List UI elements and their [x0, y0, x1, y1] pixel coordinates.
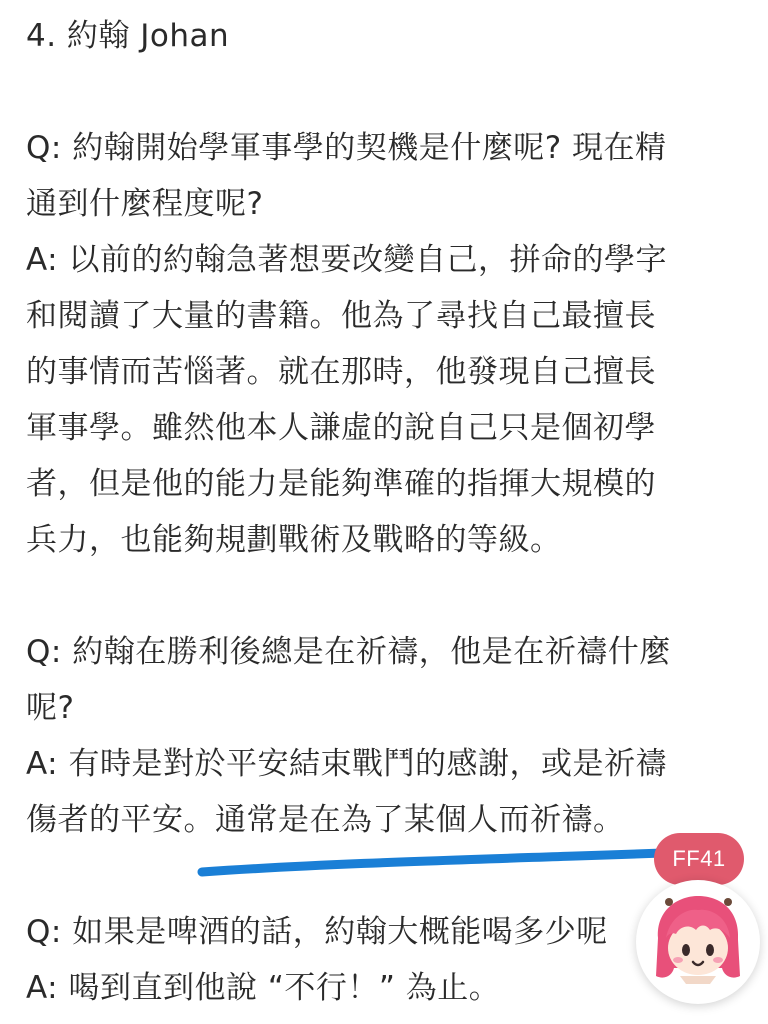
text-line: 者，但是他的能力是能夠準確的指揮大規模的 [26, 466, 656, 502]
text-line: Q: 約翰在勝利後總是在祈禱，他是在祈禱什麼 [26, 634, 671, 670]
text-line: 的事情而苦惱著。就在那時，他發現自己擅長 [26, 354, 656, 390]
text-line: A: 喝到直到他說 “不行！” 為止。 [26, 970, 501, 1006]
text-line: 通到什麼程度呢? [26, 186, 264, 222]
text-line: 呢? [26, 690, 75, 726]
post-heading: 4. 約翰 Johan [26, 18, 230, 54]
text-line: Q: 如果是啤酒的話，約翰大概能喝多少呢 [26, 914, 608, 950]
floor-number-badge[interactable]: FF41 [654, 833, 744, 885]
text-line: A: 以前的約翰急著想要改變自己，拼命的學字 [26, 242, 667, 278]
text-line: 軍事學。雖然他本人謙虛的說自己只是個初學 [26, 410, 656, 446]
pink-haired-character-avatar-icon [636, 880, 760, 1004]
text-line: 兵力，也能夠規劃戰術及戰略的等級。 [26, 522, 562, 558]
post-content [26, 8, 746, 1016]
text-line: Q: 約翰開始學軍事學的契機是什麼呢? 現在精 [26, 130, 667, 166]
text-line: 傷者的平安。通常是在為了某個人而祈禱。 [26, 802, 625, 838]
blank-line [26, 568, 746, 624]
text-line: A: 有時是對於平安結束戰鬥的感謝，或是祈禱 [26, 746, 667, 782]
avatar-button[interactable] [636, 880, 760, 1004]
text-line: 和閱讀了大量的書籍。他為了尋找自己最擅長 [26, 298, 656, 334]
blank-line [26, 64, 746, 120]
